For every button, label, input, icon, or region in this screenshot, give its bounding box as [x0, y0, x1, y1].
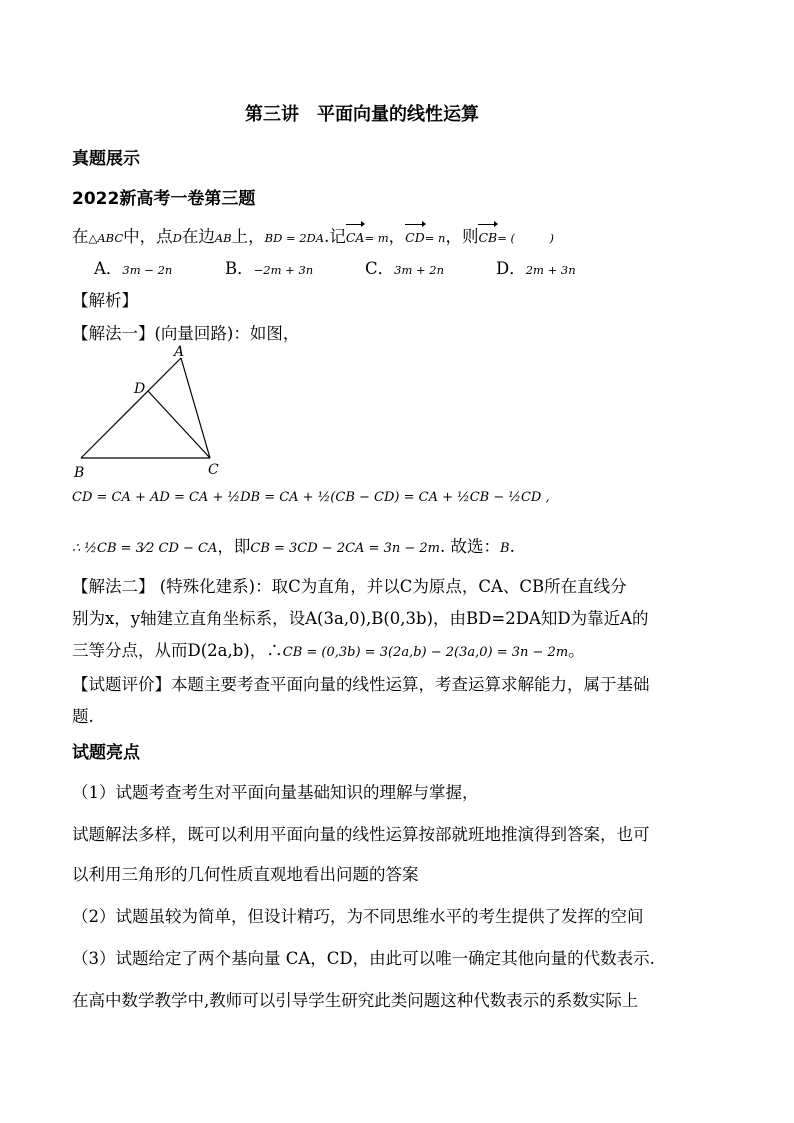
q-mid4: .记	[324, 227, 346, 246]
page-title: 第三讲 平面向量的线性运算	[245, 104, 479, 125]
highlight-line-3: 以利用三角形的几何性质直观地看出问题的答案	[72, 865, 419, 884]
d2-part-a: ∴ ½CB = 3⁄2 CD − CA	[72, 541, 218, 556]
analysis-label: 【解析】	[72, 291, 138, 310]
highlight-line-4: （2）试题虽较为简单，但设计精巧，为不同思维水平的考生提供了发挥的空间	[72, 907, 644, 926]
option-b: B．−2m + 3n	[225, 259, 314, 278]
highlights-heading: 试题亮点	[72, 743, 140, 763]
question-text	[72, 226, 554, 249]
side-ba	[81, 358, 181, 458]
exam-heading: 2022新高考一卷第三题	[72, 189, 256, 209]
d2-part-b: ，即	[217, 537, 251, 556]
vector-cd: CD	[405, 227, 425, 249]
label-a: A	[174, 344, 185, 360]
highlight-line-1: （1）试题考查考生对平面向量基础知识的理解与掌握，	[72, 783, 479, 802]
q-mid2: 在边	[181, 227, 215, 246]
triangle-figure	[70, 344, 230, 480]
option-a: A．3m − 2n	[94, 259, 173, 278]
evaluation-line-1: 【试题评价】本题主要考查平面向量的线性运算，考查运算求解能力，属于基础	[72, 675, 650, 694]
vector-cb: CB	[478, 227, 497, 249]
q-side: AB	[214, 231, 232, 245]
d2-end: .	[509, 537, 515, 556]
q-blank: = ( )	[497, 231, 554, 245]
method2-line-1: 【解法二】 (特殊化建系)：取C为直角，并以C为原点，CA、CB所在直线分	[72, 577, 627, 596]
method1-label: 【解法一】(向量回路)：如图，	[72, 324, 300, 343]
label-c: C	[208, 462, 219, 478]
q-mid3: 上，	[231, 227, 265, 246]
highlight-line-2: 试题解法多样，既可以利用平面向量的线性运算按部就班地推演得到答案，也可	[72, 825, 650, 844]
q-pre: 在	[72, 227, 89, 246]
vector-ca: CA	[346, 227, 365, 249]
q-triangle: △ABC	[88, 231, 124, 245]
label-d: D	[134, 381, 146, 397]
d2-part-c: CB = 3CD − 2CA = 3n − 2m	[250, 541, 440, 556]
q-mid5: ，则	[445, 227, 479, 246]
q-comma: ，	[388, 227, 406, 246]
derivation-line-2	[72, 536, 515, 560]
option-d: D．2m + 3n	[496, 259, 576, 278]
q-mid1: 中，点	[123, 227, 173, 246]
method2-line-2: 别为x，y轴建立直角坐标系，设A(3a,0),B(0,3b)，由BD=2DA知D为靠近A的	[72, 609, 649, 628]
section-heading: 真题展示	[72, 149, 140, 169]
q-eq-m: = m	[364, 231, 389, 245]
option-c: C．3m + 2n	[365, 259, 445, 278]
label-b: B	[74, 465, 85, 480]
highlight-line-5: （3）试题给定了两个基向量 CA，CD，由此可以唯一确定其他向量的代数表示.	[72, 949, 655, 968]
q-point-d: D	[172, 231, 182, 245]
method2-formula: CB = (0,3b) = 3(2a,b) − 2(3a,0) = 3n − 2m	[282, 645, 569, 660]
d2-answer: B	[500, 541, 510, 556]
q-eq-n: = n	[424, 231, 446, 245]
method2-line-3: 三等分点，从而D(2a,b)，∴CB = (0,3b) = 3(2a,b) − 2(3a,0) = 3n − 2m。	[72, 641, 585, 660]
highlight-line-6: 在高中数学教学中,教师可以引导学生研究此类问题这种代数表示的系数实际上	[72, 991, 639, 1010]
d2-part-d: . 故选：	[440, 537, 500, 556]
derivation-line-1: CD = CA + AD = CA + ½DB = CA + ½(CB − CD) = CA + ½CB − ½CD ,	[72, 490, 550, 505]
evaluation-line-2: 题.	[72, 707, 94, 726]
q-condition: BD = 2DA	[264, 231, 325, 245]
